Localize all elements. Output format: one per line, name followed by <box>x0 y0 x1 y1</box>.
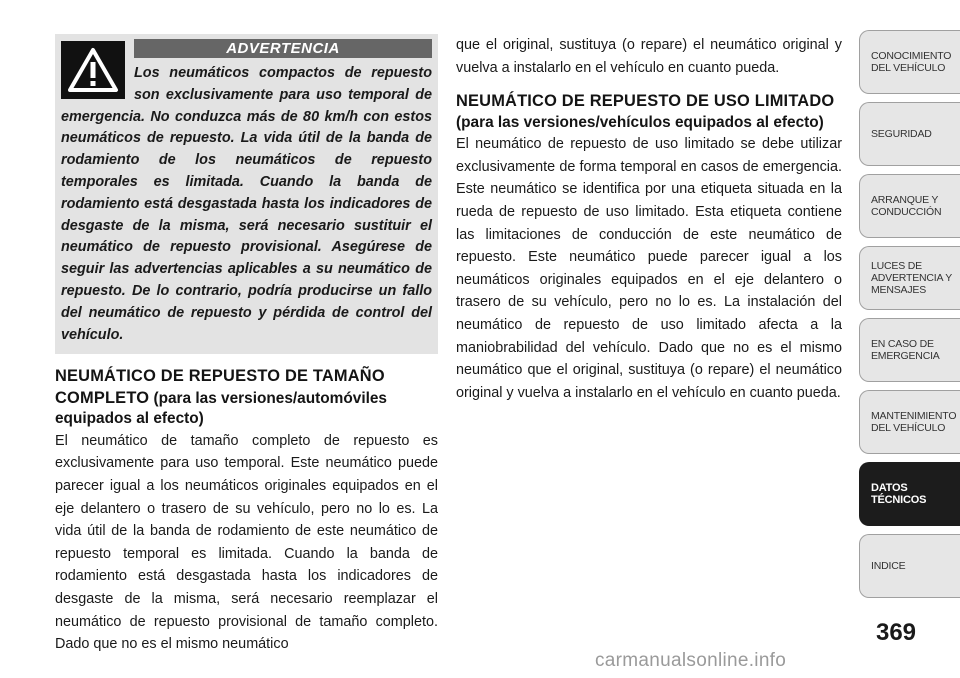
tab-en-caso-de-emergencia[interactable]: EN CASO DE EMERGENCIA <box>859 318 960 382</box>
section-title-caps: NEUMÁTICO DE REPUESTO DE USO LIMITADO <box>456 92 835 111</box>
right-column <box>456 34 842 404</box>
watermark: carmanualsonline.info <box>595 650 787 671</box>
section-title-rest: (para las versiones/vehículos equipados al efecto) <box>456 113 824 131</box>
tab-luces-de-advertencia[interactable]: LUCES DE ADVERTENCIA Y MENSAJES <box>859 246 960 310</box>
section-body-limited-use: El neumático de repuesto de uso limitado se debe utilizar exclusivamente de forma temporal en casos de emergencia. Este neumático se identifica por una etiqueta situada en la rueda de repuesto de uso limitado. Esta etiqueta contiene las limitaciones de conducción de este neumático de repuesto. Este neumático puede parecer igual a los neumáticos originales equipados en el eje delantero o trasero de su vehículo, pero no lo es. La instalación del neumático de repuesto de uso limitado afecta a la maniobrabilidad del vehículo. Dado que no es el mismo neumático que el original, sustituya (o repare) el neumático original y vuelva a instalarlo en el vehículo en cuanto pueda. <box>456 136 842 401</box>
warning-header: ADVERTENCIA <box>134 39 432 58</box>
section-title-limited-use <box>456 91 842 133</box>
tab-mantenimiento-del-vehiculo[interactable]: MANTENIMIENTO DEL VEHÍCULO <box>859 390 960 454</box>
tab-conocimiento-del-vehiculo[interactable]: CONOCIMIENTO DEL VEHÍCULO <box>859 30 960 94</box>
section-body-full-size: El neumático de tamaño completo de repuesto es exclusivamente para uso temporal. Este neumático puede parecer igual a los neumáticos originales equipados en el eje delantero o trasero de su vehículo, pero no lo es. La vida útil de la banda de rodamiento de este neumático de repuesto temporal es limitada. Cuando la banda de rodamiento está desgastada hasta los indicadores de desgaste de la misma, será necesario reemplazar el neumático de repuesto provisional de tamaño completo. Dado que no es el mismo neumático <box>55 432 438 653</box>
warning-box <box>55 34 438 354</box>
section-title-caps: NEUMÁTICO DE REPUESTO DE TAMAÑO COMPLETO <box>55 367 385 407</box>
continuation-text: que el original, sustituya (o repare) el neumático original y vuelva a instalarlo en el vehículo en cuanto pueda. <box>456 37 842 76</box>
warning-text: Los neumáticos compactos de repuesto son exclusivamente para uso temporal de emergencia. No conduzca más de 80 km/h con estos neumáticos de repuesto. La vida útil de la banda de rodamiento de los neumáticos de repuesto temporales es limitada. Cuando la banda de rodamiento está desgastada hasta los indicadores de desgaste de la misma, será necesario sustituir el neumático de repuesto provisional. Asegúrese de seguir las advertencias aplicables a su neumático de repuesto. De lo contrario, podría producirse un fallo del neumático de repuesto y pérdida de control del vehículo. <box>61 65 432 343</box>
tab-seguridad[interactable]: SEGURIDAD <box>859 102 960 166</box>
section-title-rest: (para las versiones/automóviles equipados al efecto) <box>55 389 387 428</box>
tab-indice[interactable]: INDICE <box>859 534 960 598</box>
warning-triangle-icon <box>61 41 125 99</box>
tab-arranque-y-conduccion[interactable]: ARRANQUE Y CONDUCCIÓN <box>859 174 960 238</box>
page-number: 369 <box>875 619 917 646</box>
chapter-tabs <box>859 30 960 606</box>
left-column <box>55 34 438 656</box>
tab-datos-tecnicos[interactable]: DATOS TÉCNICOS <box>859 462 960 526</box>
section-title-full-size <box>55 366 438 430</box>
